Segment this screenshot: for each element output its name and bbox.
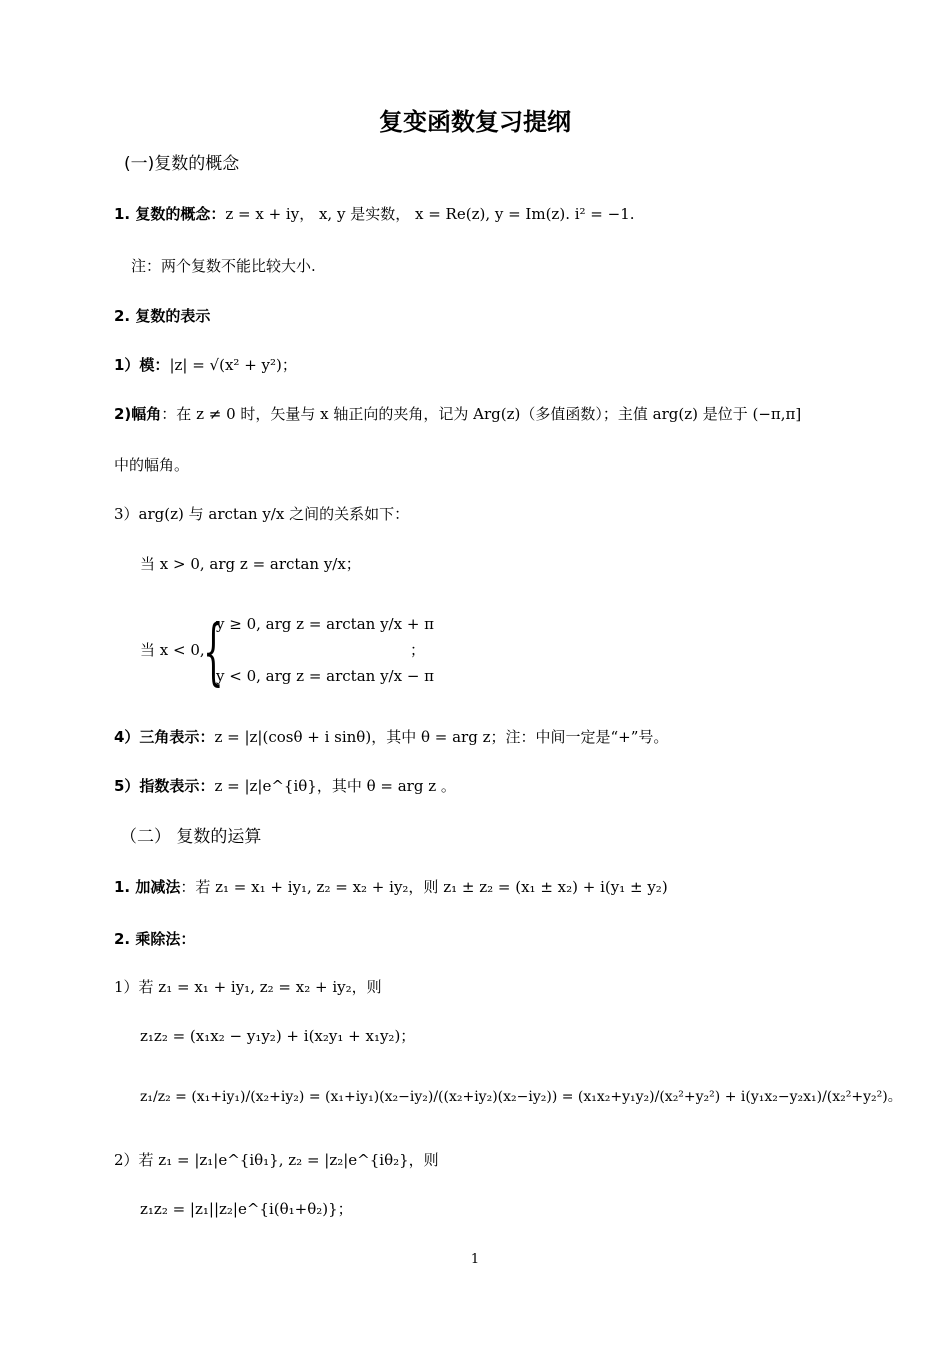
case-suffix: ； [410, 641, 426, 659]
exp-label: 5）指数表示： [114, 777, 215, 795]
modulus-label: 1）模： [114, 356, 170, 374]
relation-text: arg(z) 与 arctan y/x 之间的关系如下： [138, 505, 410, 523]
mul-product: z₁z₂ = (x₁x₂ − y₁y₂) + i(x₂y₁ + x₁y₂)； [140, 1027, 416, 1045]
item-arg-relation [114, 504, 409, 524]
argument-text: ：在 z ≠ 0 时，矢量与 x 轴正向的夹角，记为 Arg(z)（多值函数）；主值 arg(z) 是位于 (−π,π] [161, 405, 802, 423]
add-formula: ：若 z₁ = x₁ + iy₁, z₂ = x₂ + iy₂，则 z₁ ± z₂ = (x₁ ± x₂) + i(y₁ ± y₂) [180, 878, 668, 896]
exp-formula: z = |z|e^{iθ}，其中 θ = arg z 。 [214, 777, 456, 795]
page-title: 复变函数复习提纲 [379, 108, 571, 136]
section-heading-1: (一)复数的概念 [124, 154, 240, 174]
item-argument [114, 404, 801, 424]
mul-sub1: 1）若 z₁ = x₁ + iy₁, z₂ = x₂ + iy₂，则 [114, 978, 382, 996]
case-x-negative-prefix: 当 x < 0, [140, 641, 205, 659]
case-y-negative: y < 0, arg z = arctan y/x − π [216, 667, 435, 685]
page-number: 1 [470, 1252, 480, 1267]
section-heading-2: （二） 复数的运算 [120, 827, 262, 847]
mul-sub2: 2）若 z₁ = |z₁|e^{iθ₁}, z₂ = |z₂|e^{iθ₂}，则 [114, 1151, 439, 1169]
add-label: 1. 加减法 [114, 878, 181, 896]
relation-label: 3） [114, 505, 139, 523]
item-complex-concept [114, 204, 635, 224]
argument-label: 2)幅角 [114, 405, 162, 423]
item-exp-form [114, 776, 456, 796]
mul-product-exp: z₁z₂ = |z₁||z₂|e^{i(θ₁+θ₂)}； [140, 1200, 353, 1218]
case-y-nonnegative: y ≥ 0, arg z = arctan y/x + π [216, 615, 435, 633]
note-no-compare: 注：两个复数不能比较大小. [131, 257, 316, 275]
item-representation: 2. 复数的表示 [114, 307, 211, 325]
mul-quotient: z₁/z₂ = (x₁+iy₁)/(x₂+iy₂) = (x₁+iy₁)(x₂−iy₂)/((x₂+iy₂)(x₂−iy₂)) = (x₁x₂+y₁y₂)/(x₂²+y₂²) + i(y₁x₂−y₂x₁)/(x₂²+y₂²)。 [140, 1089, 902, 1105]
argument-continuation: 中的幅角。 [114, 456, 190, 474]
formula-definition: z = x + iy， x, y 是实数， x = Re(z), y = Im(z). i² = −1. [225, 205, 635, 223]
trig-label: 4）三角表示： [114, 728, 215, 746]
item-label: 1. 复数的概念： [114, 205, 226, 223]
item-trig-form [114, 727, 668, 747]
modulus-formula: |z| = √(x² + y²)； [169, 356, 297, 374]
trig-formula: z = |z|(cosθ + i sinθ)，其中 θ = arg z；注：中间一定是“+”号。 [214, 728, 669, 746]
item-add-sub [114, 877, 668, 897]
item-modulus [114, 355, 297, 375]
case-x-positive: 当 x > 0, arg z = arctan y/x； [140, 555, 361, 573]
left-brace: { [203, 609, 224, 693]
item-mul-div: 2. 乘除法： [114, 930, 196, 948]
